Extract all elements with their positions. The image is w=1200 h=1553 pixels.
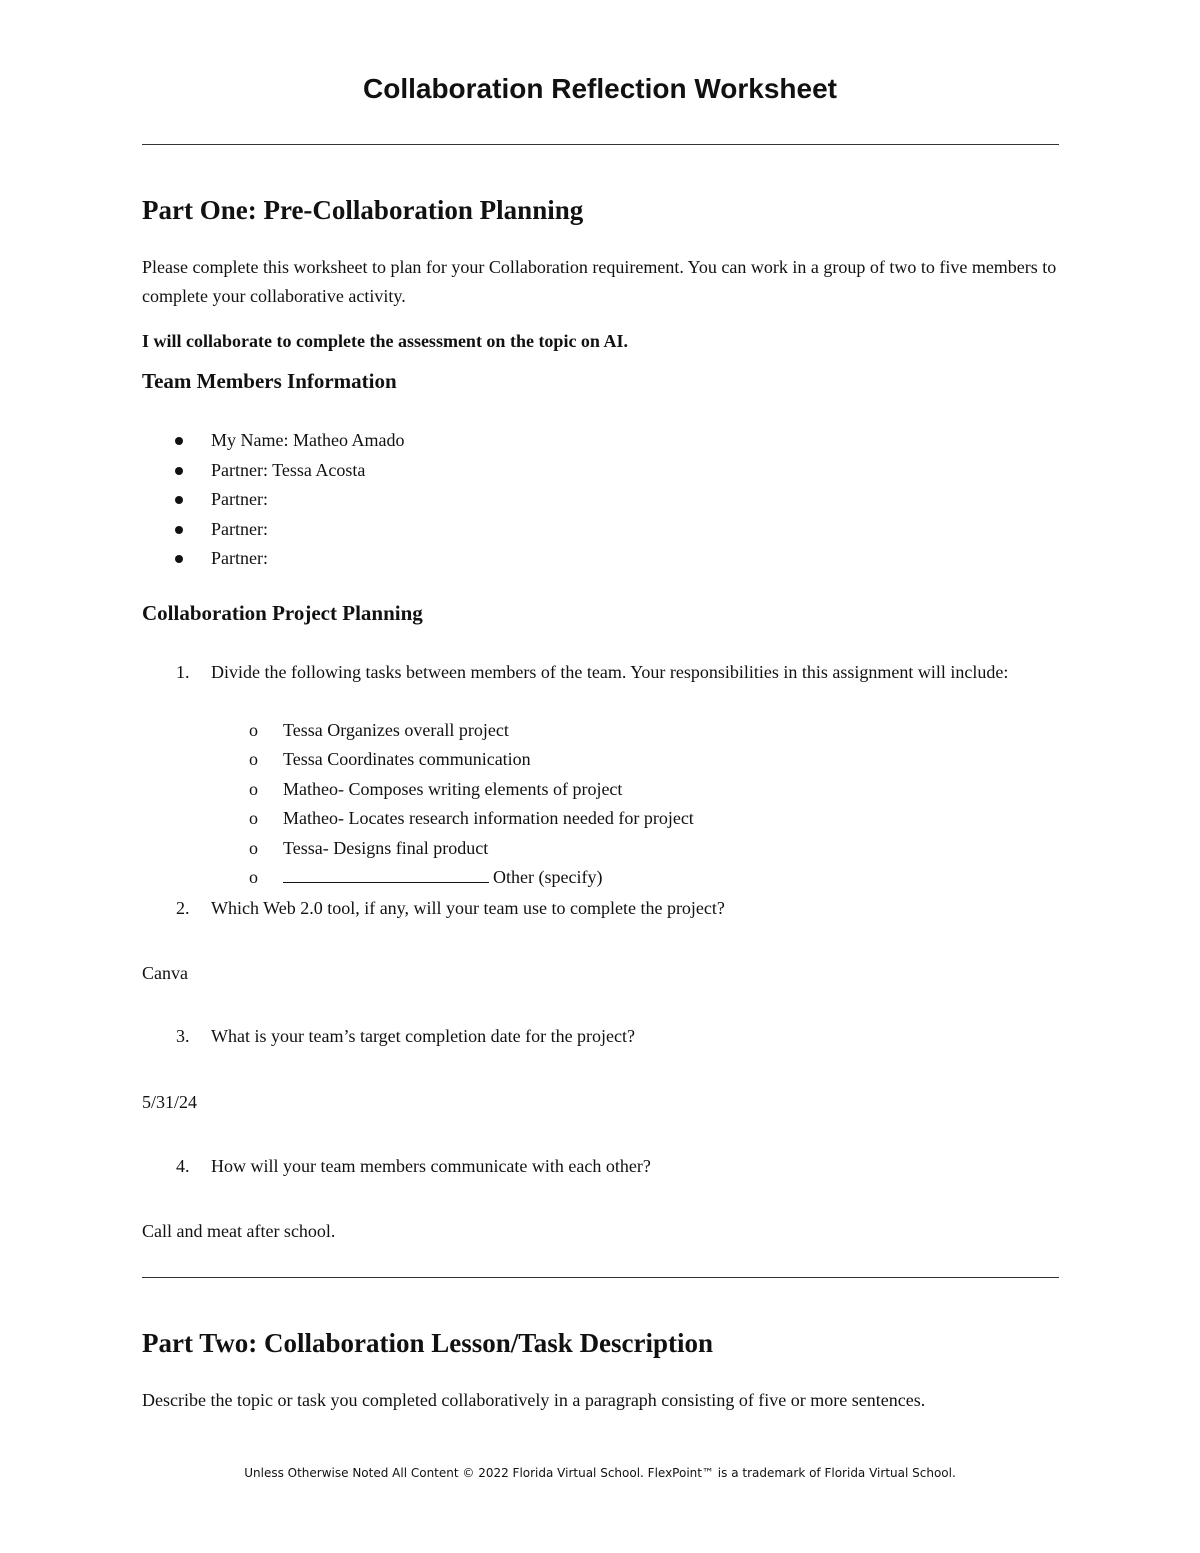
question-number: 1. — [176, 662, 190, 682]
task-text: Matheo- Locates research information needed for project — [283, 808, 694, 829]
answer-web-tool: Canva — [142, 963, 188, 983]
question-text: What is your team’s target completion date for the project? — [211, 1026, 636, 1046]
task-text: Tessa Organizes overall project — [283, 720, 509, 740]
circle-bullet-icon: o — [249, 778, 258, 799]
part-two-heading: Part Two: Collaboration Lesson/Task Description — [142, 1328, 714, 1358]
copyright-footer: Unless Otherwise Noted All Content © 2022 Florida Virtual School. FlexPoint™ is a trademark of Florida Virtual School. — [244, 1466, 956, 1480]
bullet-icon — [175, 437, 183, 445]
team-member-item — [142, 485, 404, 515]
team-member-item — [142, 426, 404, 456]
circle-bullet-icon: o — [249, 808, 258, 829]
question-2 — [142, 894, 1057, 923]
question-4 — [142, 1152, 1057, 1181]
question-text: How will your team members communicate with each other? — [211, 1156, 651, 1176]
team-member-item — [142, 544, 404, 574]
question-1 — [142, 658, 1057, 687]
team-member-item — [142, 456, 404, 486]
worksheet-title: Collaboration Reflection Worksheet — [363, 73, 837, 104]
bullet-icon — [175, 526, 183, 534]
task-text: Other (specify) — [493, 867, 603, 888]
team-members-list — [142, 426, 404, 574]
project-planning-heading: Collaboration Project Planning — [142, 601, 423, 625]
answer-communication: Call and meat after school. — [142, 1221, 336, 1241]
task-text: Tessa- Designs final product — [283, 837, 489, 858]
team-member-text: Partner: — [211, 489, 268, 510]
task-text: Tessa Coordinates communication — [283, 749, 531, 770]
question-number: 3. — [176, 1026, 190, 1046]
circle-bullet-icon: o — [249, 837, 258, 858]
question-text: Which Web 2.0 tool, if any, will your team use to complete the project? — [211, 898, 725, 918]
team-member-text: Partner: — [211, 548, 268, 569]
circle-bullet-icon: o — [249, 720, 258, 740]
bullet-icon — [175, 496, 183, 504]
top-divider — [142, 144, 1059, 145]
circle-bullet-icon: o — [249, 749, 258, 770]
question-number: 2. — [176, 898, 190, 918]
task-item-other — [142, 863, 694, 892]
question-3 — [142, 1022, 1057, 1051]
task-item — [142, 716, 694, 745]
team-members-heading: Team Members Information — [142, 369, 397, 393]
question-number: 4. — [176, 1156, 190, 1176]
team-member-text: My Name: Matheo Amado — [211, 430, 405, 450]
part-one-intro: Please complete this worksheet to plan for your Collaboration requirement. You can work in a group of two to five members to complete your collaborative activity. — [142, 257, 1057, 306]
circle-bullet-icon: o — [249, 867, 258, 888]
collaboration-statement: I will collaborate to complete the assessment on the topic on AI. — [142, 331, 628, 351]
team-member-item — [142, 515, 404, 545]
task-item — [142, 834, 694, 863]
task-text: Matheo- Composes writing elements of project — [283, 778, 623, 799]
bullet-icon — [175, 555, 183, 563]
part-one-heading: Part One: Pre-Collaboration Planning — [142, 195, 584, 225]
fill-in-blank-line — [283, 865, 489, 883]
part-two-description: Describe the topic or task you completed collaboratively in a paragraph consisting of five or more sentences. — [142, 1390, 926, 1410]
task-item — [142, 775, 694, 804]
team-member-text: Partner: — [211, 518, 268, 539]
task-item — [142, 804, 694, 833]
task-list — [142, 716, 694, 892]
section-divider — [142, 1277, 1059, 1278]
team-member-text: Partner: Tessa Acosta — [211, 459, 366, 480]
answer-completion-date: 5/31/24 — [142, 1092, 198, 1112]
task-item — [142, 745, 694, 774]
question-text: Divide the following tasks between members of the team. Your responsibilities in this assignment will include: — [211, 662, 1009, 682]
bullet-icon — [175, 467, 183, 475]
